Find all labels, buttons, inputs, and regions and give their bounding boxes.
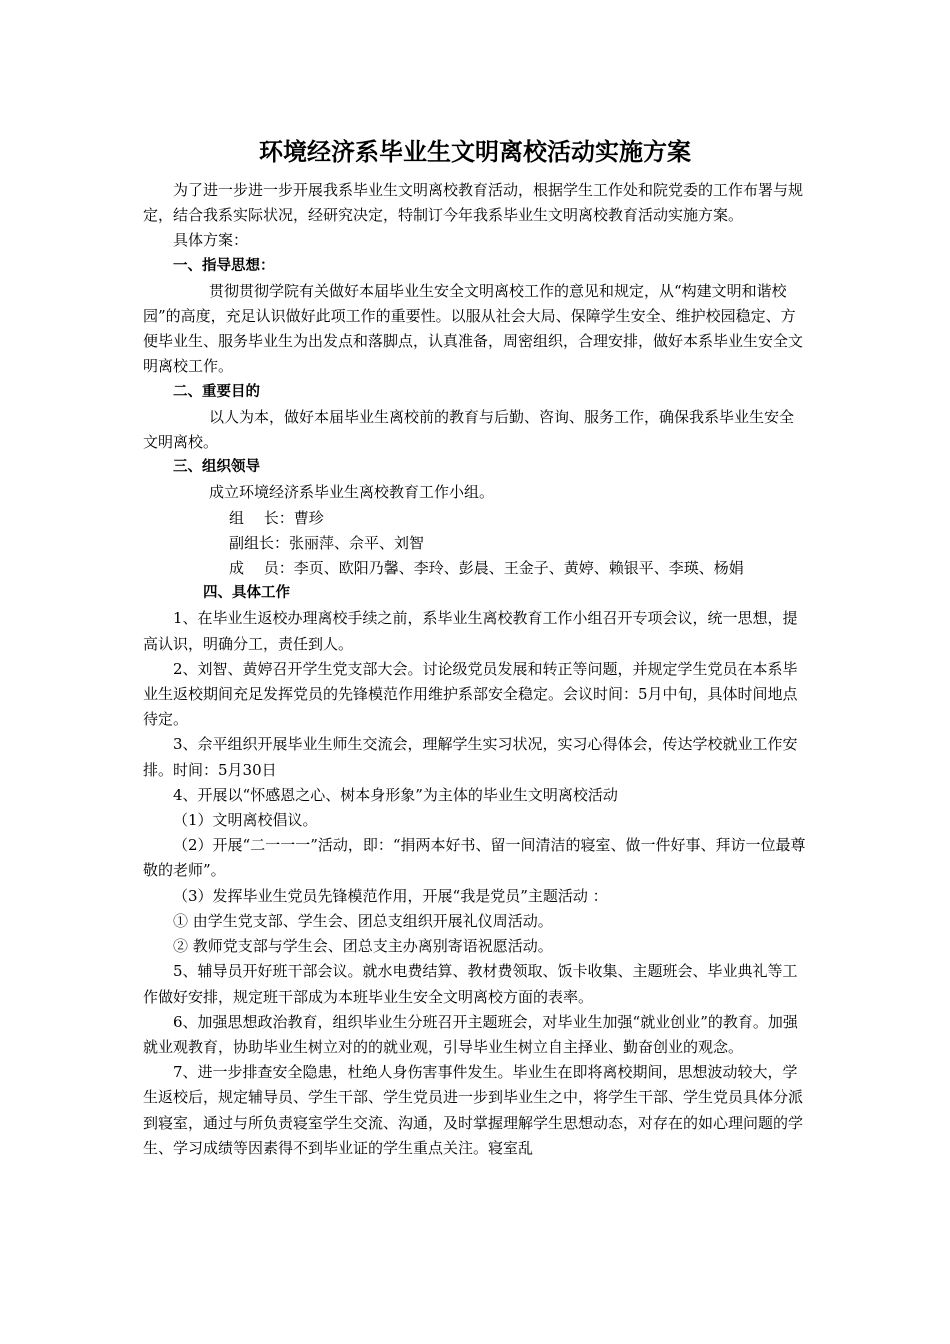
section3-heading: 三、组织领导 [173,459,260,476]
work-item: ② 教师党支部与学生会、团总支主办离别寄语祝愿活动。 [173,937,553,956]
section1-paragraph: 贯彻贯彻学院有关做好本届毕业生安全文明离校工作的意见和规定，从“构建文明和谐校园”的高度，充足认识做好此项工作的重要性。以服从社会大局、保障学生安全、维护校园稳定、方便毕业生、服务毕业生为出发点和落脚点，认真准备，周密组织，合理安排，做好本系毕业生安全文明离校工作。 [143,281,804,376]
section4-heading: 四、具体工作 [203,585,290,602]
work-item: （2）开展“二一一一”活动，即：“捐两本好书、留一间清洁的寝室、做一件好事、拜访一位最尊敬的老师”。 [143,836,806,880]
section3-paragraph: 成立环境经济系毕业生离校教育工作小组。 [209,483,495,502]
section1-heading: 一、指导思想： [173,257,275,274]
document-body [143,178,808,1161]
work-item: 1、在毕业生返校办理离校手续之前，系毕业生离校教育工作小组召开专项会议，统一思想，提高认识，明确分工，责任到人。 [143,609,798,653]
section2-paragraph: 以人为本，做好本届毕业生离校前的教育与后勤、咨询、服务工作，确保我系毕业生安全文明离校。 [143,407,795,452]
group-leader: 组 长：曹珍 [229,508,324,527]
intro-paragraph: 为了进一步进一步开展我系毕业生文明离校教育活动，根据学生工作处和院党委的工作布署与规定，结合我系实际状况，经研究决定，特制订今年我系毕业生文明离校教育活动实施方案。 [143,181,804,225]
work-item: 6、加强思想政治教育，组织毕业生分班召开主题班会，对毕业生加强“就业创业”的教育。加强就业观教育，协助毕业生树立对的的就业观，引导毕业生树立自主择业、勤奋创业的观念。 [143,1012,798,1056]
work-item: 2、刘智、黄婷召开学生党支部大会。讨论级党员发展和转正等问题，并规定学生党员在本系毕业生返校期间充足发挥党员的先锋模范作用维护系部安全稳定。会议时间：5月中旬，具体时间地点待定。 [143,659,798,729]
group-members: 成 员：李页、欧阳乃馨、李玲、彭晨、王金子、黄婷、赖银平、李瑛、杨娟 [229,559,744,578]
work-item: （1）文明离校倡议。 [173,811,318,830]
work-item: 4、开展以“怀感恩之心、树本身形象”为主体的毕业生文明离校活动 [173,785,618,804]
work-item: 7、进一步排查安全隐患，杜绝人身伤害事件发生。毕业生在即将离校期间，思想波动较大，学生返校后，规定辅导员、学生干部、学生党员进一步到毕业生之中，将学生干部、学生党员具体分派到寝室，通过与所负责寝室学生交流、沟通，及时掌握理解学生思想动态，对存在的如心理问题的学生、学习成绩等因素得不到毕业证的学生重点关注。寝室乱 [143,1063,804,1157]
work-item: 3、佘平组织开展毕业生师生交流会，理解学生实习状况，实习心得体会，传达学校就业工作安排。时间：5月30日 [143,735,798,779]
document-title: 环境经济系毕业生文明离校活动实施方案 [259,138,691,166]
work-item: ① 由学生党支部、学生会、团总支组织开展礼仪周活动。 [173,911,553,930]
section2-heading: 二、重要目的 [173,383,260,400]
work-item: （3）发挥毕业生党员先锋模范作用，开展“我是党员”主题活动 ： [173,886,608,905]
group-vice-leaders: 副组长：张丽萍、佘平、刘智 [229,533,425,552]
work-item: 5、辅导员开好班干部会议。就水电费结算、教材费领取、饭卡收集、主题班会、毕业典礼等工作做好安排，规定班干部成为本班毕业生安全文明离校方面的表率。 [143,962,798,1006]
plan-label: 具体方案： [173,231,249,250]
